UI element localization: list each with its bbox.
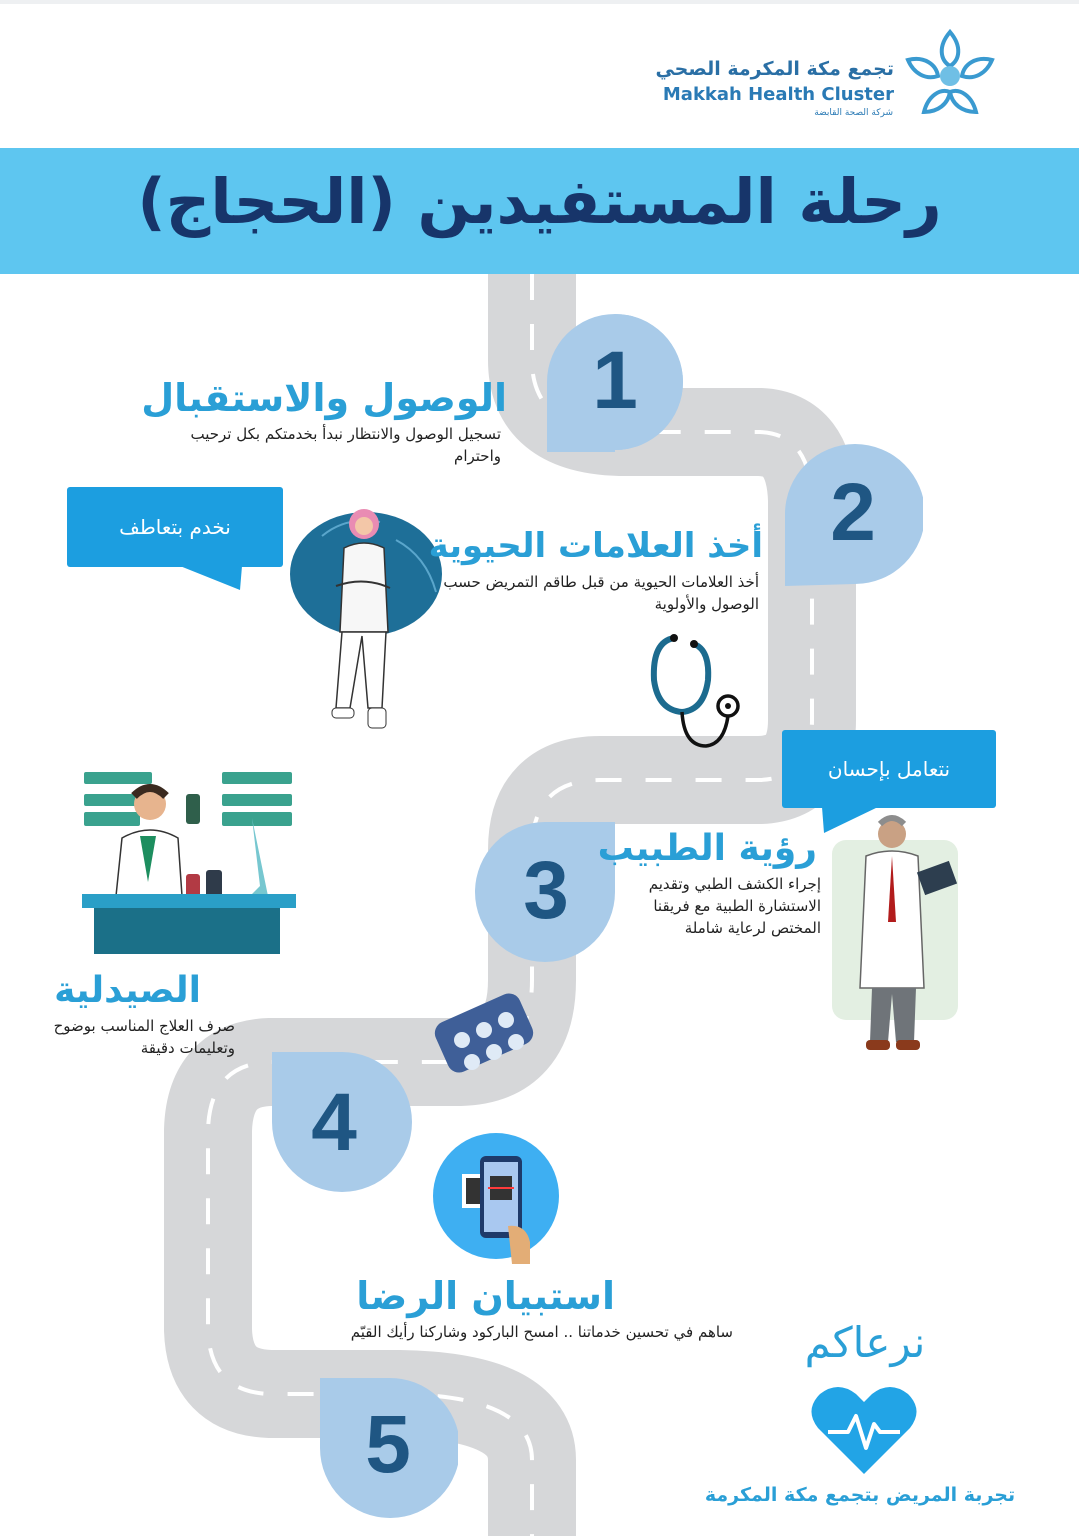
step-3-number: 3 — [523, 845, 569, 936]
makkah-cluster-logo — [900, 26, 1000, 118]
bubble-kindness: نتعامل بإحسان — [782, 730, 996, 808]
org-subtitle: شركة الصحة القابضة — [814, 108, 893, 118]
step-3-desc: إجراء الكشف الطبي وتقديم الاستشارة الطبية مع فريقنا المختص لرعاية شاملة — [648, 875, 821, 937]
bubble-compassion: نخدم بتعاطف — [67, 487, 283, 567]
step-4-number: 4 — [311, 1077, 357, 1168]
nurse-illustration — [286, 496, 446, 742]
pills-icon — [428, 988, 538, 1084]
step-2-number: 2 — [830, 467, 876, 558]
footer-experience: تجربة المريض بتجمع مكة المكرمة — [704, 1484, 1016, 1506]
step-3-title: رؤية الطبيب — [597, 828, 817, 869]
org-name-arabic: تجمع مكة المكرمة الصحي — [655, 58, 894, 80]
step-1-title: الوصول والاستقبال — [141, 376, 507, 420]
step-1-number: 1 — [592, 335, 638, 426]
care-slogan: نرعاكم — [804, 1318, 926, 1367]
step-2-desc: أخذ العلامات الحيوية من قبل طاقم التمريض حسب الوصول والأولوية — [443, 573, 759, 613]
step-5-number: 5 — [365, 1399, 411, 1490]
step-4-desc: صرف العلاج المناسب بوضوح وتعليمات دقيقة — [53, 1017, 235, 1057]
step-4-title: الصيدلية — [54, 970, 201, 1011]
org-name-english: Makkah Health Cluster — [662, 84, 894, 105]
stethoscope-icon — [644, 632, 744, 756]
step-1-desc: تسجيل الوصول والانتظار نبدأ بخدمتكم بكل ترحيب واحترام — [190, 425, 501, 465]
qr-scan-phone-icon — [432, 1132, 562, 1264]
step-5-desc: ساهم في تحسين خدماتنا .. امسح الباركود وشاركنا رأيك القيّم — [350, 1323, 733, 1341]
step-2-title: أخذ العلامات الحيوية — [428, 526, 763, 566]
page-title: رحلة المستفيدين (الحجاج) — [137, 165, 942, 238]
step-5-title: استبيان الرضا — [356, 1274, 615, 1318]
doctor-illustration — [832, 812, 962, 1056]
heartbeat-icon — [810, 1382, 918, 1478]
bubble-compassion-tail — [180, 566, 242, 590]
pharmacist-illustration — [82, 770, 296, 956]
top-border — [0, 0, 1079, 4]
